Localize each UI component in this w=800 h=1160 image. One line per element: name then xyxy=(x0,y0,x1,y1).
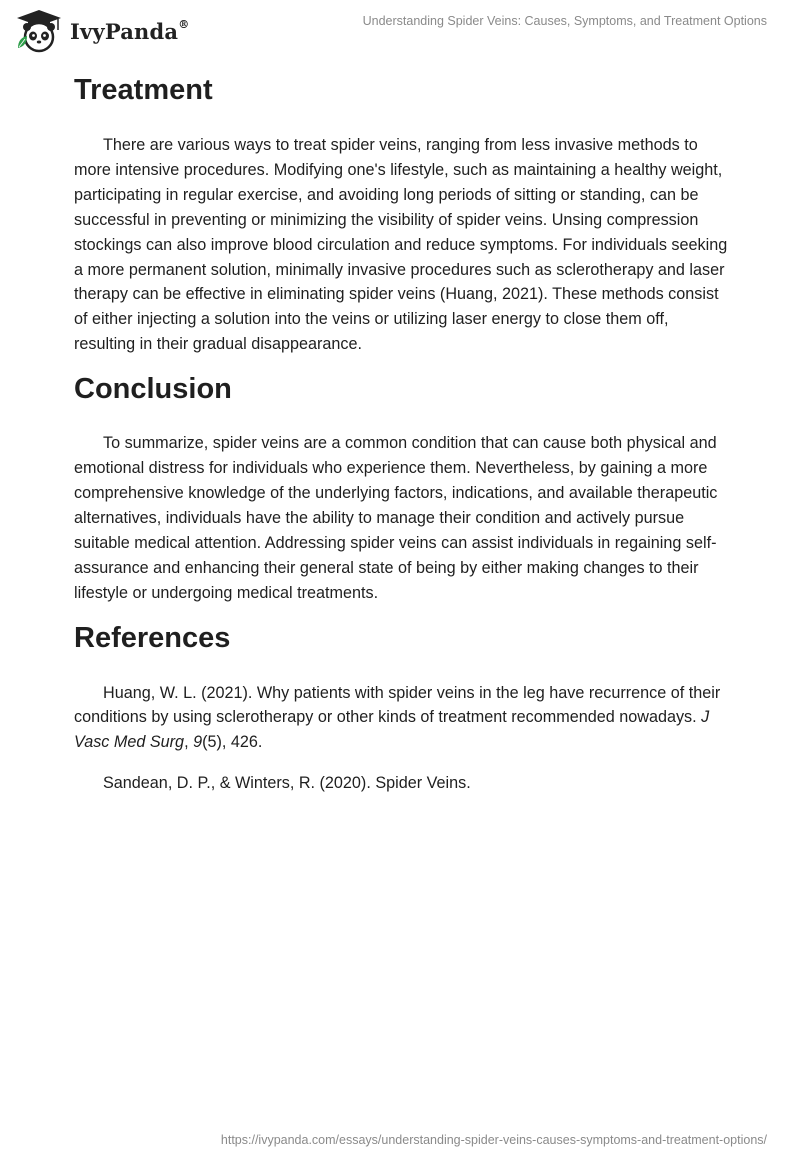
reference-journal: J Vasc Med Surg xyxy=(74,708,710,752)
reference-rest: (5), 426. xyxy=(202,733,263,752)
ivypanda-logo[interactable] xyxy=(14,8,189,54)
reference-entry: Sandean, D. P., & Winters, R. (2020). Spider Veins. xyxy=(103,774,471,793)
conclusion-heading: Conclusion xyxy=(74,373,232,406)
conclusion-paragraph: To summarize, spider veins are a common condition that can cause both physical and emotional distress for individuals who experience them. Nevertheless, by gaining a more comprehensive knowledge of the underlying factors, indications, and available therapeutic alternatives, individuals have the ability to manage their condition and actively pursue suitable medical attention. Addressing spider veins can assist individuals in regaining self-assurance and enhancing their general state of being by either making changes to their lifestyle or undergoing medical treatments. xyxy=(74,434,718,602)
panda-graduate-icon xyxy=(14,8,64,54)
reference-text: Huang, W. L. (2021). Why patients with spider veins in the leg have recurrence of their conditions by using sclerotherapy or other kinds of treatment recommended nowadays. xyxy=(74,683,721,727)
page-header xyxy=(0,0,800,60)
references-heading: References xyxy=(74,621,231,654)
logo-text: IvyPanda® xyxy=(70,17,190,44)
reference-volume: 9 xyxy=(193,733,203,752)
registered-mark: ® xyxy=(178,17,190,31)
reference-entry xyxy=(74,681,734,756)
document-title: Understanding Spider Veins: Causes, Symptoms, and Treatment Options xyxy=(362,14,767,28)
footer-url-link[interactable]: https://ivypanda.com/essays/understanding-spider-veins-causes-symptoms-and-treatment-options/ xyxy=(220,1133,767,1147)
reference-sep: , xyxy=(184,733,194,752)
essay-content xyxy=(74,70,734,796)
treatment-paragraph: There are various ways to treat spider veins, ranging from less invasive methods to more intensive procedures. Modifying one's lifestyle, such as maintaining a healthy weight, participating in regular exercise, and avoiding long periods of sitting or standing, can be successful in preventing or minimizing the visibility of spider veins. Unsing compression stockings can also improve blood circulation and reduce symptoms. For individuals seeking a more permanent solution, minimally invasive procedures such as sclerotherapy and laser therapy can be effective in eliminating spider veins (Huang, 2021). These methods consist of either injecting a solution into the veins or utilizing laser energy to close them off, resulting in their gradual disappearance. xyxy=(74,136,728,354)
treatment-heading: Treatment xyxy=(74,74,213,106)
